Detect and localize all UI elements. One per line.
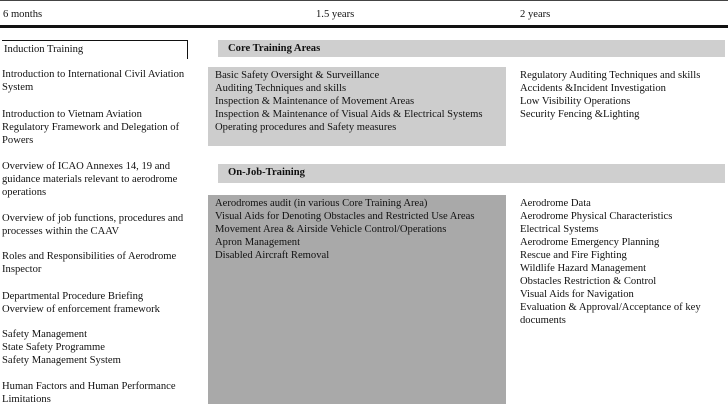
ojt-mid-box xyxy=(208,195,506,404)
core-right-item: Low Visibility Operations xyxy=(520,96,631,107)
ojt-right-list xyxy=(520,197,725,327)
core-mid-item: Auditing Techniques and skills xyxy=(215,83,347,94)
ojt-right-item: Wildlife Hazard Management xyxy=(520,263,647,274)
ojt-right-item: Rescue and Fire Fighting xyxy=(520,250,627,261)
ojt-mid-item: Apron Management xyxy=(215,237,301,248)
induction-item: Human Factors and Human Performance Limitations xyxy=(2,381,176,405)
induction-item: Departmental Procedure Briefing Overview of enforcement framework xyxy=(2,291,160,315)
induction-item: Roles and Responsibilities of Aerodrome Inspector xyxy=(2,251,177,275)
ojt-right-item: Aerodrome Physical Characteristics xyxy=(520,211,673,222)
induction-training-title: Induction Training xyxy=(2,40,188,59)
ojt-right-item: Aerodrome Data xyxy=(520,198,591,209)
ojt-right-item: Aerodrome Emergency Planning xyxy=(520,237,660,248)
ojt-mid-item: Disabled Aircraft Removal xyxy=(215,250,330,261)
core-mid-item: Inspection & Maintenance of Visual Aids & Electrical Systems xyxy=(215,109,483,120)
induction-item: Introduction to International Civil Aviation System xyxy=(2,69,185,93)
ojt-mid-item: Movement Area & Airside Vehicle Control/Operations xyxy=(215,224,447,235)
induction-item: Safety Management State Safety Programme Safety Management System xyxy=(2,329,121,366)
core-right-item: Security Fencing &Lighting xyxy=(520,109,640,120)
ojt-right-item: Electrical Systems xyxy=(520,224,599,235)
core-training-mid-box xyxy=(208,67,506,146)
timeline-6-months: 6 months xyxy=(3,9,43,20)
ojt-mid-item: Visual Aids for Denoting Obstacles and Restricted Use Areas xyxy=(215,211,475,222)
core-training-areas-band: Core Training Areas xyxy=(218,40,725,57)
ojt-mid-item: Aerodromes audit (in various Core Training Area) xyxy=(215,198,428,209)
core-mid-item: Basic Safety Oversight & Surveillance xyxy=(215,70,380,81)
ojt-right-item: Obstacles Restriction & Control xyxy=(520,276,657,287)
core-mid-item: Inspection & Maintenance of Movement Areas xyxy=(215,96,415,107)
core-mid-item: Operating procedures and Safety measures xyxy=(215,122,397,133)
timeline-2-years: 2 years xyxy=(520,9,551,20)
header-rule xyxy=(0,25,728,28)
timeline-1-5-years: 1.5 years xyxy=(316,9,355,20)
induction-item: Introduction to Vietnam Aviation Regulatory Framework and Delegation of Powers xyxy=(2,109,180,146)
core-training-right-list xyxy=(520,69,725,121)
core-right-item: Regulatory Auditing Techniques and skills xyxy=(520,70,701,81)
ojt-right-item: Evaluation & Approval/Acceptance of key documents xyxy=(520,302,701,326)
top-rule xyxy=(0,0,728,1)
induction-item: Overview of ICAO Annexes 14, 19 and guidance materials relevant to aerodrome operations xyxy=(2,161,178,198)
core-right-item: Accidents &Incident Investigation xyxy=(520,83,666,94)
induction-item: Overview of job functions, procedures and processes within the CAAV xyxy=(2,213,184,237)
ojt-right-item: Visual Aids for Navigation xyxy=(520,289,634,300)
on-job-training-band: On-Job-Training xyxy=(218,164,725,183)
